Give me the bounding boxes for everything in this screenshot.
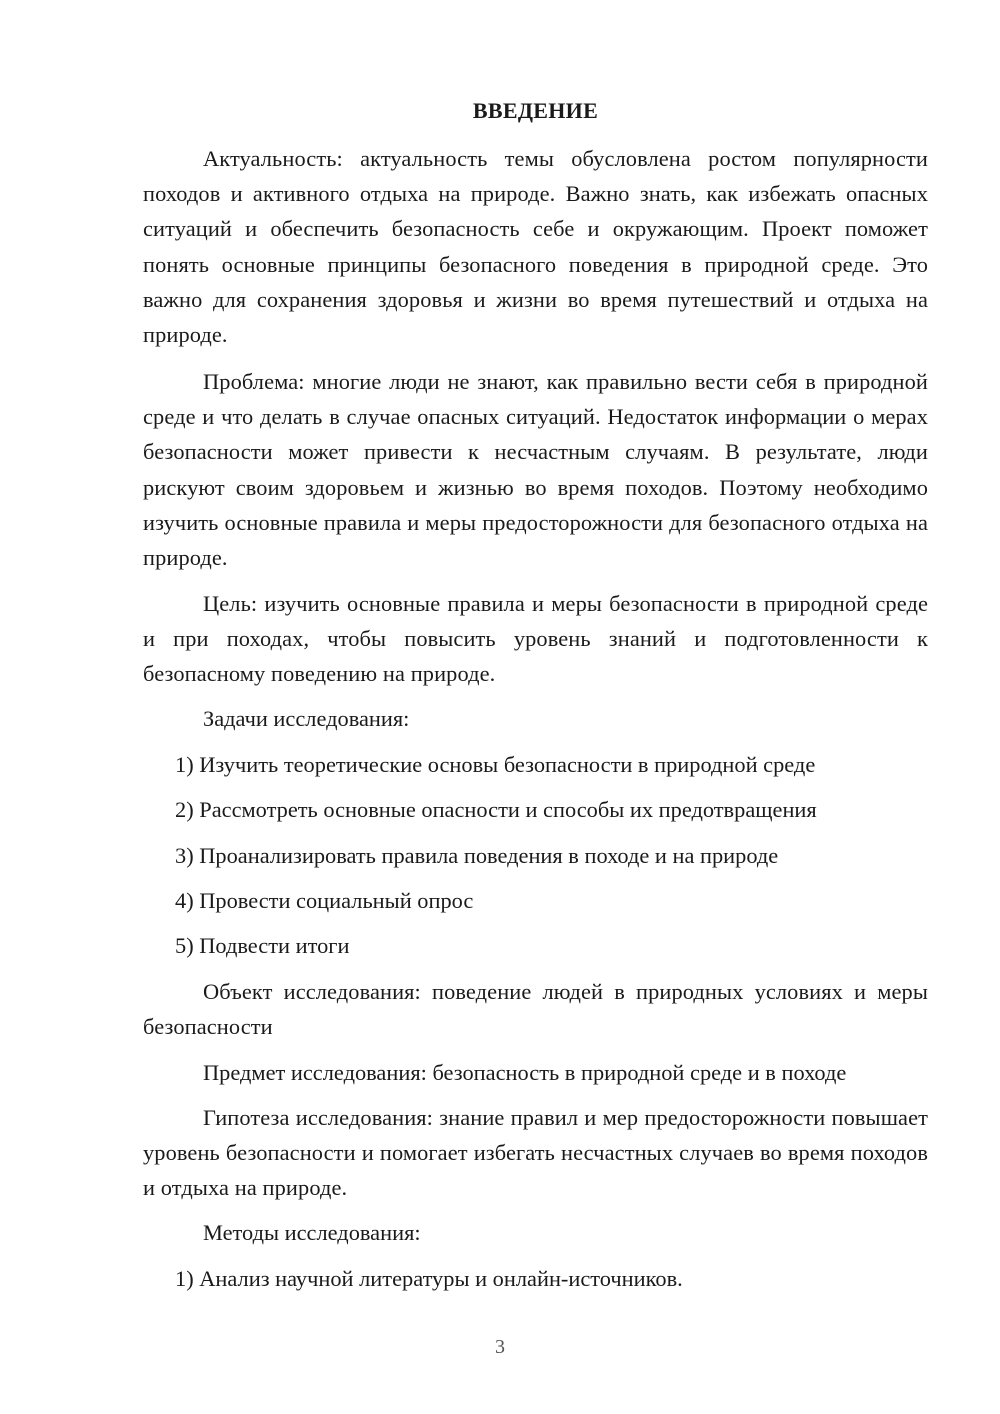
section-heading: ВВЕДЕНИЕ — [472, 98, 599, 123]
paragraph-problem: Проблема: многие люди не знают, как правильно вести себя в природной среде и что делать в случае опасных ситуаций. Недостаток информации о мерах безопасности может привести к несчастным случаям. В результате, люди рискуют своим здоровьем и жизнью во время походов. Поэтому необходимо изучить основные правила и меры предосторожности для безопасного отдыха на природе. — [143, 369, 928, 571]
task-item-4: 4) Провести социальный опрос — [175, 888, 474, 913]
paragraph-goal: Цель: изучить основные правила и меры безопасности в природной среде и при походах, чтобы повысить уровень знаний и подготовленности к безопасному поведению на природе. — [143, 591, 928, 687]
method-item-1: 1) Анализ научной литературы и онлайн-источников. — [175, 1266, 683, 1291]
task-item-5: 5) Подвести итоги — [175, 933, 350, 958]
methods-title: Методы исследования: — [203, 1220, 421, 1245]
task-item-1: 1) Изучить теоретические основы безопасности в природной среде — [175, 752, 816, 777]
paragraph-relevance: Актуальность: актуальность темы обусловлена ростом популярности походов и активного отдыха на природе. Важно знать, как избежать опасных ситуаций и обеспечить безопасность себе и окружающим. Проект поможет понять основные принципы безопасного поведения в природной среде. Это важно для сохранения здоровья и жизни во время путешествий и отдыха на природе. — [143, 146, 928, 348]
paragraph-object: Объект исследования: поведение людей в природных условиях и меры безопасности — [143, 979, 928, 1040]
paragraph-subject: Предмет исследования: безопасность в природной среде и в походе — [203, 1060, 847, 1085]
page-number: 3 — [495, 1336, 505, 1358]
task-item-2: 2) Рассмотреть основные опасности и способы их предотвращения — [175, 797, 817, 822]
paragraph-hypothesis: Гипотеза исследования: знание правил и мер предосторожности повышает уровень безопасности и помогает избегать несчастных случаев во время походов и отдыха на природе. — [143, 1105, 928, 1201]
task-item-3: 3) Проанализировать правила поведения в походе и на природе — [175, 843, 779, 868]
tasks-title: Задачи исследования: — [203, 706, 410, 731]
